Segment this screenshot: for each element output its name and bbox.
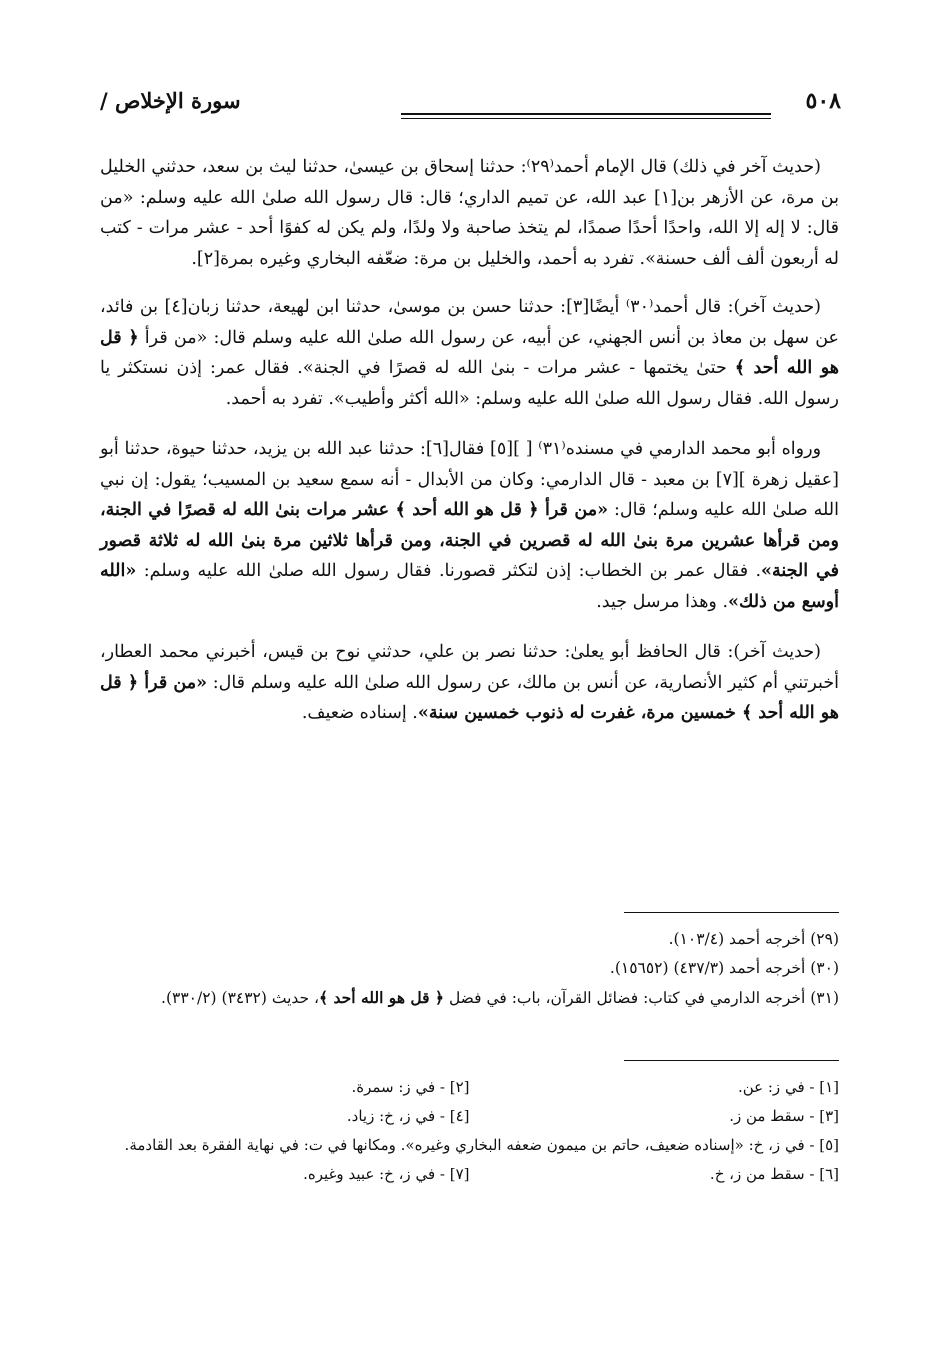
footnote-30: (٣٠) أخرجه أحمد (٤٣٧/٣) (١٥٦٥٢). xyxy=(609,959,839,977)
footnote-divider xyxy=(624,912,839,913)
paragraph-3-text: ورواه أبو محمد الدارمي في مسنده⁽٣١⁾ [ ][٥] فقال[٦]: حدثنا عبد الله بن يزيد، حدثنا حيوة، حدثنا أبو [عقيل زهرة ][٧] بن معبد - قال الدارمي: وكان من الأبدال - أنه سمع سعيد بن المسيب؛ يقول: إن نبي الله صلىٰ الله عليه وسلم؛ قال: xyxy=(100,439,839,520)
main-text xyxy=(100,152,839,749)
variant-6: [٦] - سقط من ز، خ. xyxy=(709,1165,839,1183)
manuscript-variants xyxy=(100,1073,839,1189)
surah-title: سورة الإخلاص / xyxy=(100,88,241,113)
header-rule xyxy=(401,113,771,115)
variant-7: [٧] - في ز، خ: عبيد وغيره. xyxy=(303,1165,470,1183)
footnote-31-text-end: ، حديث (٣٤٣٢) (٣٣٠/٢). xyxy=(161,989,320,1007)
page-header xyxy=(100,88,841,124)
variant-row xyxy=(100,1131,839,1160)
paragraph-1: (حديث آخر في ذلك) قال الإمام أحمد⁽٢٩⁾: حدثنا إسحاق بن عيسىٰ، حدثنا ليث بن سعد، حدثني الخليل بن مرة، عن الأزهر بن[١] عبد الله، عن تميم الداري؛ قال: قال رسول الله صلىٰ الله عليه وسلم: «من قال: لا إله إلا الله، واحدًا أحدًا صمدًا، لم يتخذ صاحبة ولا ولدًا، ولم يكن له كفوًا أحد - عشر مرات - كتب له أربعون ألف ألف حسنة». تفرد به أحمد، والخليل بن مرة: ضعّفه البخاري وغيره بمرة[٢]. xyxy=(100,157,839,269)
footnotes xyxy=(100,925,839,1013)
variants-divider xyxy=(624,1060,839,1061)
variant-row xyxy=(100,1073,839,1102)
variant-1: [١] - في ز: عن. xyxy=(737,1078,839,1096)
variant-row xyxy=(100,1160,839,1189)
footnote-29: (٢٩) أخرجه أحمد (١٠٣/٤). xyxy=(668,930,839,948)
page-number: ٥٠٨ xyxy=(805,88,841,114)
paragraph-3-text-end: . وهذا مرسل جيد. xyxy=(596,591,729,612)
footnote-31-text: (٣١) أخرجه الدارمي في كتاب: فضائل القرآن، باب: في فضل xyxy=(444,989,839,1007)
hadith-quote: «من قرأ ﴿ قل هو الله أحد ﴾ عشر مرات بنىٰ الله له قصرًا في الجنة، ومن قرأها عشرين مرة بنىٰ الله له قصرين في الجنة، ومن قرأها ثلاثين مرة بنىٰ الله له ثلاثة قصور في الجنة» xyxy=(100,500,839,581)
hadith-quote-3: «من قرأ ﴿ قل هو الله أحد ﴾ خمسين مرة، غفرت له ذنوب خمسين سنة» xyxy=(100,672,839,723)
footnote-31-quote: ﴿ قل هو الله أحد ﴾ xyxy=(319,988,445,1007)
variant-4: [٤] - في ز، خ: زياد. xyxy=(346,1107,470,1125)
paragraph-2 xyxy=(100,292,839,414)
paragraph-4-text: (حديث آخر): قال الحافظ أبو يعلىٰ: حدثنا نصر بن علي، حدثني نوح بن قيس، أخبرني محمد العطار، أخبرتني أم كثير الأنصارية، عن أنس بن مالك، عن رسول الله صلىٰ الله عليه وسلم قال: xyxy=(100,642,840,693)
quran-quote: ﴿ قل هو الله أحد ﴾ xyxy=(100,327,839,378)
hadith-quote-2: «الله أوسع من ذلك» xyxy=(100,561,839,612)
paragraph-4 xyxy=(100,637,839,729)
paragraph-3 xyxy=(100,434,839,617)
footnote-31 xyxy=(100,983,839,1013)
paragraph-4-text-end: . إسناده ضعيف. xyxy=(301,703,418,723)
header-rule-thin xyxy=(401,118,771,119)
variant-2: [٢] - في ز: سمرة. xyxy=(351,1078,470,1096)
variant-5: [٥] - في ز، خ: «إسناده ضعيف، حاتم بن ميمون ضعفه البخاري وغيره». ومكانها في ت: في نهاية الفقرة بعد القادمة. xyxy=(124,1136,839,1154)
paragraph-2-text-end: حتىٰ يختمها - عشر مرات - بنىٰ الله له قصرًا في الجنة». فقال عمر: إذن نستكثر يا رسول الله. فقال رسول الله صلىٰ الله عليه وسلم: «الله أكثر وأطيب». تفرد به أحمد. xyxy=(100,358,839,409)
variant-3: [٣] - سقط من ز. xyxy=(729,1107,839,1125)
paragraph-2-text: (حديث آخر): قال أحمد⁽٣٠⁾ أيضًا[٣]: حدثنا حسن بن موسىٰ، حدثنا ابن لهيعة، حدثنا زبان[٤] بن فائد، عن سهل بن معاذ بن أنس الجهني، عن أبيه، عن رسول الله صلىٰ الله عليه وسلم قال: «من قرأ xyxy=(100,297,839,348)
variant-row xyxy=(100,1102,839,1131)
paragraph-3-text-mid: . فقال عمر بن الخطاب: إذن لتكثر قصورنا. فقال رسول الله صلىٰ الله عليه وسلم: xyxy=(136,561,762,581)
